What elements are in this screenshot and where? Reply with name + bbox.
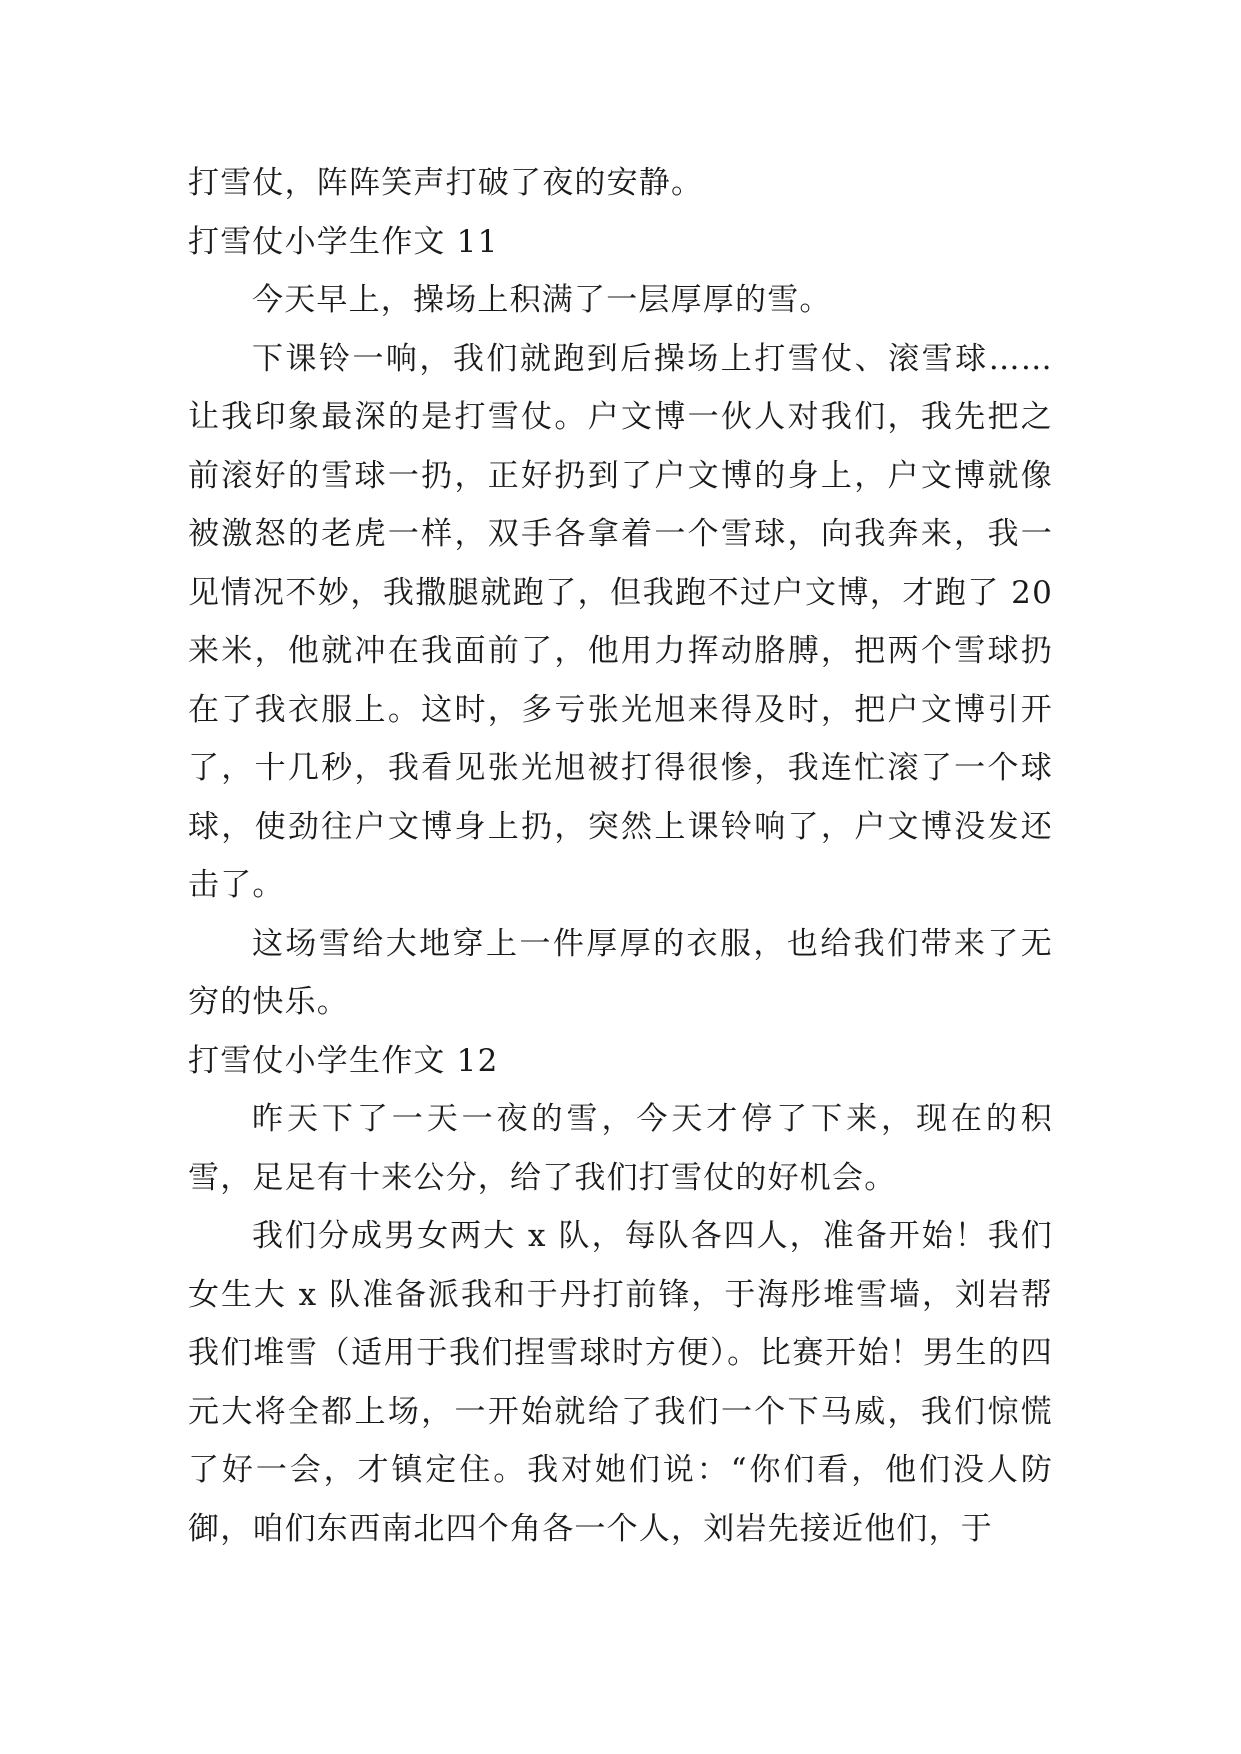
document-body — [188, 154, 1053, 1558]
paragraph: 昨天下了一天一夜的雪，今天才停了下来，现在的积雪，足足有十来公分，给了我们打雪仗的好机会。 — [188, 1101, 1053, 1196]
paragraph: 打雪仗，阵阵笑声打破了夜的安静。 — [188, 165, 704, 201]
section-heading: 打雪仗小学生作文 11 — [188, 223, 499, 260]
section-heading: 打雪仗小学生作文 12 — [188, 1042, 499, 1079]
paragraph: 今天早上，操场上积满了一层厚厚的雪。 — [252, 282, 832, 318]
paragraph: 我们分成男女两大 x 队，每队各四人，准备开始！我们女生大 x 队准备派我和于丹打前锋，于海彤堆雪墙，刘岩帮我们堆雪（适用于我们捏雪球时方便）。比赛开始！男生的四元大将全都上场，一开始就给了我们一个下马威，我们惊慌了好一会，才镇定住。我对她们说：“你们看，他们没人防御，咱们东西南北四个角各一个人，刘岩先接近他们，于 — [188, 1218, 1053, 1547]
paragraph: 这场雪给大地穿上一件厚厚的衣服，也给我们带来了无穷的快乐。 — [188, 925, 1053, 1020]
paragraph: 下课铃一响，我们就跑到后操场上打雪仗、滚雪球……让我印象最深的是打雪仗。户文博一伙人对我们，我先把之前滚好的雪球一扔，正好扔到了户文博的身上，户文博就像被激怒的老虎一样，双手各拿着一个雪球，向我奔来，我一见情况不妙，我撒腿就跑了，但我跑不过户文博，才跑了 20 来米，他就冲在我面前了，他用力挥动胳膊，把两个雪球扔在了我衣服上。这时，多亏张光旭来得及时，把户文博引开了，十几秒，我看见张光旭被打得很惨，我连忙滚了一个球球，使劲往户文博身上扔，突然上课铃响了，户文博没发还击了。 — [188, 340, 1053, 903]
